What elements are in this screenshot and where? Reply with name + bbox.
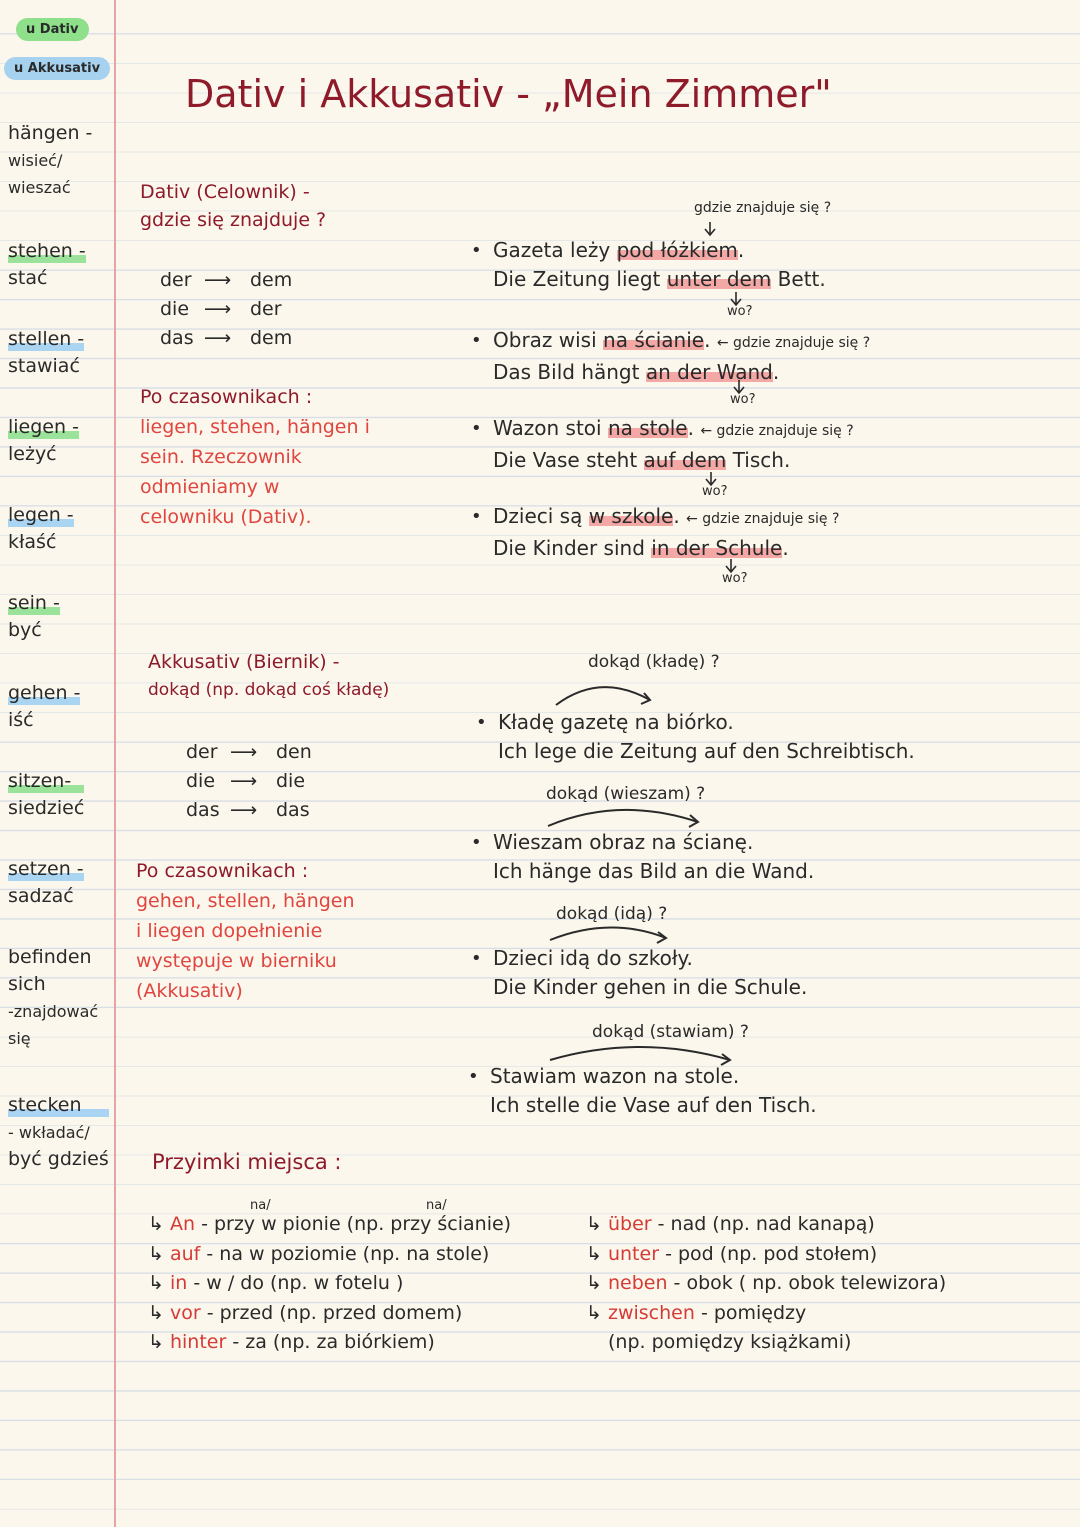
arrow-right-icon: ⟶	[204, 269, 232, 291]
vocab-pl: stawiać	[8, 355, 80, 377]
preposition-row: ↳ An - przy w pionie (np. przy ścianie)	[148, 1213, 512, 1235]
example-de: Ich hänge das Bild an die Wand.	[493, 859, 815, 883]
example-de: Ich lege die Zeitung auf den Schreibtisch.	[498, 739, 915, 763]
return-arrow-icon: ↳	[148, 1301, 164, 1324]
question-label: dokąd (idą) ?	[556, 904, 668, 924]
arc-arrow-icon	[550, 1047, 730, 1060]
decl-from: der	[160, 269, 192, 291]
return-arrow-icon: ↳	[148, 1331, 164, 1353]
down-arrow-icon	[705, 222, 715, 235]
example-de: Die Kinder sind in der Schule.	[493, 536, 789, 560]
decl-to: die	[276, 770, 306, 792]
preposition-row: ↳ unter - pod (np. pod stołem)	[586, 1242, 878, 1265]
arc-arrow-icon	[548, 810, 698, 826]
note-line: występuje w bierniku	[136, 950, 337, 972]
question-label: dokąd (wieszam) ?	[546, 784, 706, 804]
example-pl: Wieszam obraz na ścianę.	[493, 830, 754, 854]
vocab-de: setzen -	[8, 856, 84, 883]
decl-to: der	[250, 298, 282, 320]
vocab-de: stehen -	[8, 238, 86, 265]
decl-from: die	[160, 298, 190, 320]
arrow-right-icon: ⟶	[230, 741, 258, 763]
prepositions-heading: Przyimki miejsca :	[152, 1150, 342, 1174]
wo-label: wo?	[727, 304, 753, 319]
vocab-pl: być gdzieś	[8, 1148, 109, 1170]
preposition-row: ↳ zwischen - pomiędzy	[586, 1301, 807, 1324]
note-line: i liegen dopełnienie	[136, 920, 323, 942]
vocab-de: befinden	[8, 946, 92, 968]
decl-from: der	[186, 741, 218, 763]
example-pl: Gazeta leży pod łóżkiem.	[493, 238, 745, 262]
vocab-de: hängen -	[8, 122, 93, 144]
vocab-pl: wieszać	[8, 178, 71, 197]
example-pl: Wazon stoi na stole. ← gdzie znajduje się ?	[493, 416, 854, 440]
return-arrow-icon: ↳	[586, 1242, 602, 1265]
example-pl: Dzieci są w szkole. ← gdzie znajduje się ?	[493, 504, 840, 528]
down-arrow-icon	[734, 380, 744, 393]
note-line: odmieniamy w	[140, 476, 280, 498]
arrow-right-icon: ⟶	[230, 799, 258, 821]
return-arrow-icon: ↳	[148, 1272, 164, 1294]
bullet-icon: •	[471, 418, 482, 439]
arrow-right-icon: ⟶	[230, 770, 258, 792]
arc-arrow-icon	[657, 932, 666, 943]
decl-from: das	[160, 327, 194, 349]
note-line: gehen, stellen, hängen	[136, 890, 355, 912]
dativ-heading-line2: gdzie się znajduje ?	[140, 209, 327, 231]
question-label: dokąd (stawiam) ?	[592, 1022, 749, 1042]
vocab-de: legen -	[8, 502, 74, 529]
return-arrow-icon: ↳	[586, 1272, 602, 1294]
preposition-row: ↳ in - w / do (np. w fotelu )	[148, 1272, 404, 1294]
annotation-label: na/	[426, 1198, 447, 1213]
note-line: (Akkusativ)	[136, 980, 243, 1002]
bullet-icon: •	[476, 712, 487, 733]
vocab-pl: wisieć/	[8, 151, 63, 170]
wo-label: wo?	[722, 571, 748, 586]
preposition-example: (np. pomiędzy książkami)	[608, 1331, 852, 1353]
vocab-pl: sich	[8, 973, 46, 995]
note-line: Po czasownikach :	[136, 860, 309, 882]
vocab-pl: leżyć	[8, 443, 57, 465]
note-line: sein. Rzeczownik	[140, 446, 302, 468]
down-arrow-icon	[706, 472, 716, 485]
vocab-de: sein -	[8, 590, 60, 617]
prepositions-right	[586, 1210, 946, 1358]
akkusativ-heading-line1: Akkusativ (Biernik) -	[148, 651, 340, 673]
down-arrow-icon	[726, 559, 736, 572]
vocab-pl: sadzać	[8, 885, 74, 907]
arc-arrow-icon	[556, 687, 650, 705]
example-pl: Dzieci idą do szkoły.	[493, 946, 693, 970]
bullet-icon: •	[471, 506, 482, 527]
example-de: Die Vase steht auf dem Tisch.	[493, 448, 791, 472]
vocab-pl: kłaść	[8, 531, 57, 553]
down-arrow-icon	[731, 292, 741, 305]
prepositions-left	[148, 1210, 511, 1358]
akkusativ-tag: u Akkusativ	[4, 57, 110, 80]
preposition-row: ↳ auf - na w poziomie (np. na stole)	[148, 1242, 490, 1265]
decl-from: das	[186, 799, 220, 821]
page-title: Dativ i Akkusativ - „Mein Zimmer"	[185, 72, 832, 116]
preposition-row: ↳ über - nad (np. nad kanapą)	[586, 1213, 875, 1235]
wo-label: wo?	[730, 392, 756, 407]
note-line: liegen, stehen, hängen i	[140, 416, 370, 438]
vocab-pl: iść	[8, 709, 34, 731]
decl-to: dem	[250, 327, 293, 349]
vocab-de: stecken	[8, 1092, 109, 1119]
vocab-pl: być	[8, 619, 42, 641]
question-label: gdzie znajduje się ?	[694, 200, 832, 216]
example-de: Die Zeitung liegt unter dem Bett.	[493, 267, 826, 291]
bullet-icon: •	[471, 330, 482, 351]
note-line: Po czasownikach :	[140, 386, 313, 408]
return-arrow-icon: ↳	[148, 1242, 164, 1265]
return-arrow-icon: ↳	[148, 1213, 164, 1235]
example-pl: Obraz wisi na ścianie. ← gdzie znajduje się ?	[493, 328, 871, 352]
vocab-pl: - wkładać/	[8, 1123, 90, 1142]
vocab-pl: stać	[8, 267, 48, 289]
bullet-icon: •	[471, 948, 482, 969]
vocab-de: liegen -	[8, 414, 79, 441]
vocab-de: sitzen-	[8, 768, 84, 795]
vocab-de: stellen -	[8, 326, 84, 353]
example-pl: Kładę gazetę na biórko.	[498, 710, 734, 734]
bullet-icon: •	[471, 832, 482, 853]
vocab-pl: się	[8, 1029, 31, 1048]
preposition-row: ↳ vor - przed (np. przed domem)	[148, 1301, 463, 1324]
bullet-icon: •	[471, 240, 482, 261]
question-label: dokąd (kładę) ?	[588, 652, 720, 672]
decl-from: die	[186, 770, 216, 792]
decl-to: den	[276, 741, 312, 763]
decl-to: dem	[250, 269, 293, 291]
wo-label: wo?	[702, 484, 728, 499]
vocab-pl: siedzieć	[8, 797, 85, 819]
arc-arrow-icon	[550, 927, 666, 940]
decl-to: das	[276, 799, 310, 821]
dativ-heading-line1: Dativ (Celownik) -	[140, 181, 310, 203]
example-de: Die Kinder gehen in die Schule.	[493, 975, 808, 999]
arrow-right-icon: ⟶	[204, 327, 232, 349]
annotation-label: na/	[250, 1198, 271, 1213]
preposition-row: ↳ neben - obok ( np. obok telewizora)	[586, 1272, 947, 1294]
example-de: Das Bild hängt an der Wand.	[493, 360, 780, 384]
dativ-tag: u Dativ	[16, 18, 89, 41]
return-arrow-icon: ↳	[586, 1301, 602, 1324]
arrow-right-icon: ⟶	[204, 298, 232, 320]
note-line: celowniku (Dativ).	[140, 506, 312, 528]
akkusativ-heading-line2: dokąd (np. dokąd coś kładę)	[148, 680, 390, 700]
preposition-row: ↳ hinter - za (np. za biórkiem)	[148, 1331, 435, 1353]
bullet-icon: •	[468, 1066, 479, 1087]
example-de: Ich stelle die Vase auf den Tisch.	[490, 1093, 817, 1117]
example-pl: Stawiam wazon na stole.	[490, 1064, 740, 1088]
return-arrow-icon: ↳	[586, 1213, 602, 1235]
vocab-pl: -znajdować	[8, 1002, 99, 1021]
vocab-de: gehen -	[8, 680, 80, 707]
